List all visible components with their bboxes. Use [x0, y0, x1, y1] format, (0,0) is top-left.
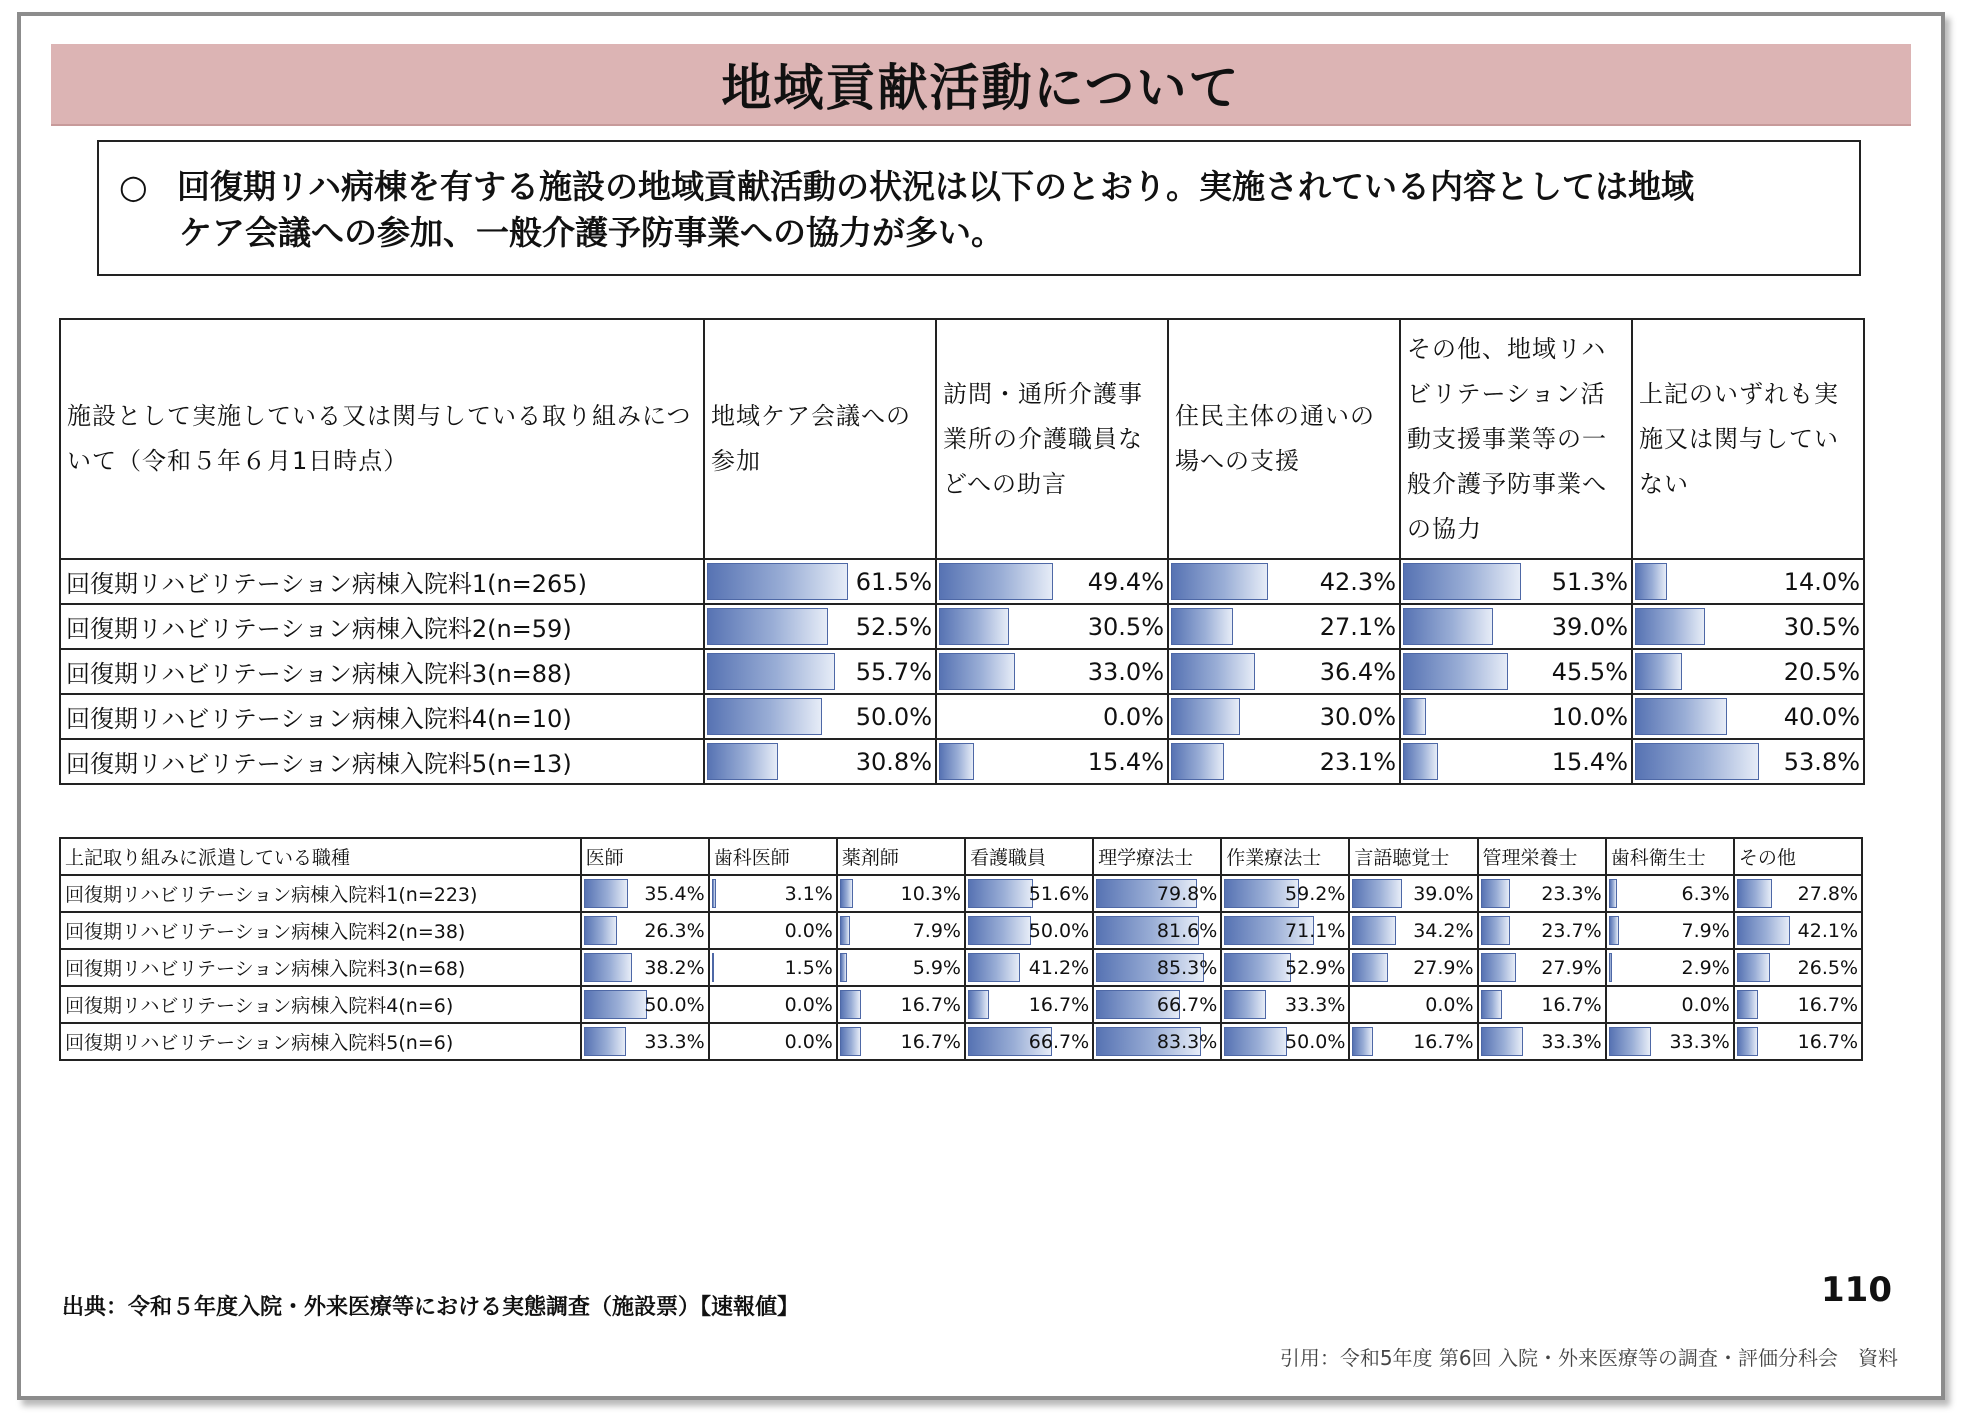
- value-cell: [1093, 1023, 1221, 1060]
- data-bar: [1635, 653, 1682, 690]
- header-cell: 地域ケア会議への参加: [704, 319, 936, 559]
- data-bar: [707, 608, 828, 645]
- data-bar: [1481, 990, 1502, 1019]
- data-bar: [939, 563, 1053, 600]
- percent-label: 85.3%: [1156, 956, 1218, 979]
- table-row: [60, 649, 1864, 694]
- data-bar: [1609, 1027, 1651, 1056]
- data-bar: [939, 608, 1009, 645]
- value-cell: [837, 875, 965, 912]
- data-bar: [1635, 698, 1727, 735]
- value-cell: [1400, 604, 1632, 649]
- header-cell: 施設として実施している又は関与している取り組みについて（令和５年６月1日時点）: [60, 319, 704, 559]
- percent-label: 16.7%: [1797, 1030, 1858, 1053]
- value-cell: [837, 986, 965, 1023]
- percent-label: 33.0%: [1087, 657, 1164, 686]
- row-label: 回復期リハビリテーション病棟入院料3(n=68): [60, 949, 581, 986]
- percent-label: 26.3%: [644, 919, 705, 942]
- data-bar: [1403, 563, 1521, 600]
- data-bar: [1224, 990, 1266, 1019]
- row-label: 回復期リハビリテーション病棟入院料5(n=13): [60, 739, 704, 784]
- percent-label: 23.7%: [1541, 919, 1602, 942]
- value-cell: [1093, 986, 1221, 1023]
- value-cell: [1221, 875, 1349, 912]
- data-bar: [840, 990, 861, 1019]
- value-cell: [1221, 986, 1349, 1023]
- citation-note: 引用：令和5年度 第6回 入院・外来医療等の調査・評価分科会 資料: [1279, 1346, 1898, 1370]
- value-cell: [1400, 694, 1632, 739]
- percent-label: 81.6%: [1156, 919, 1218, 942]
- table-row: [60, 912, 1862, 949]
- value-cell: [1349, 1023, 1477, 1060]
- value-cell: [1221, 912, 1349, 949]
- percent-label: 20.5%: [1783, 657, 1860, 686]
- summary-text-1: 回復期リハ病棟を有する施設の地域貢献活動の状況は以下のとおり。実施されている内容としては地域: [177, 167, 1695, 206]
- percent-label: 7.9%: [912, 919, 961, 942]
- percent-label: 16.7%: [900, 1030, 961, 1053]
- data-bar: [1352, 953, 1387, 982]
- percent-label: 36.4%: [1319, 657, 1396, 686]
- value-cell: [1478, 1023, 1606, 1060]
- row-label: 回復期リハビリテーション病棟入院料2(n=59): [60, 604, 704, 649]
- summary-box: [97, 140, 1861, 276]
- data-bar: [1481, 879, 1510, 908]
- data-bar: [1352, 916, 1395, 945]
- data-bar: [1609, 916, 1619, 945]
- percent-label: 39.0%: [1551, 612, 1628, 641]
- header-cell: 訪問・通所介護事業所の介護職員などへの助言: [936, 319, 1168, 559]
- row-label: 回復期リハビリテーション病棟入院料4(n=6): [60, 986, 581, 1023]
- data-bar: [1171, 563, 1268, 600]
- header-cell: 言語聴覚士: [1349, 838, 1477, 875]
- percent-label: 30.5%: [1783, 612, 1860, 641]
- value-cell: [1606, 949, 1734, 986]
- data-bar: [1609, 953, 1613, 982]
- table-row: [60, 875, 1862, 912]
- percent-label: 16.7%: [1413, 1030, 1474, 1053]
- percent-label: 50.0%: [644, 993, 705, 1016]
- percent-label: 0.0%: [1103, 702, 1164, 731]
- value-cell: [704, 604, 936, 649]
- percent-label: 27.1%: [1319, 612, 1396, 641]
- page-number: 110: [1821, 1270, 1892, 1310]
- value-cell: [709, 986, 837, 1023]
- data-bar: [840, 1027, 861, 1056]
- data-bar: [1171, 698, 1240, 735]
- value-cell: [704, 739, 936, 784]
- percent-label: 0.0%: [1425, 993, 1474, 1016]
- value-cell: [1400, 739, 1632, 784]
- percent-label: 41.2%: [1028, 956, 1090, 979]
- percent-label: 35.4%: [644, 882, 705, 905]
- value-cell: [1168, 649, 1400, 694]
- data-bar: [707, 563, 848, 600]
- value-cell: [1734, 949, 1862, 986]
- percent-label: 83.3%: [1156, 1030, 1218, 1053]
- value-cell: [1221, 1023, 1349, 1060]
- value-cell: [709, 949, 837, 986]
- value-cell: [1632, 739, 1864, 784]
- staff-table: [59, 837, 1863, 1061]
- data-bar: [1635, 563, 1667, 600]
- percent-label: 26.5%: [1797, 956, 1858, 979]
- percent-label: 66.7%: [1028, 1030, 1090, 1053]
- data-bar: [1171, 608, 1233, 645]
- percent-label: 0.0%: [1681, 993, 1730, 1016]
- value-cell: [704, 694, 936, 739]
- percent-label: 16.7%: [900, 993, 961, 1016]
- percent-label: 59.2%: [1285, 882, 1346, 905]
- percent-label: 1.5%: [784, 956, 833, 979]
- percent-label: 42.3%: [1319, 567, 1396, 596]
- data-bar: [707, 653, 835, 690]
- summary-text-2: ケア会議への参加、一般介護予防事業への協力が多い。: [179, 213, 1004, 252]
- data-bar: [840, 879, 853, 908]
- value-cell: [1168, 604, 1400, 649]
- value-cell: [581, 949, 709, 986]
- value-cell: [1734, 912, 1862, 949]
- percent-label: 16.7%: [1028, 993, 1090, 1016]
- percent-label: 0.0%: [784, 919, 833, 942]
- value-cell: [936, 559, 1168, 604]
- value-cell: [1168, 694, 1400, 739]
- value-cell: [1349, 949, 1477, 986]
- header-cell: 歯科医師: [709, 838, 837, 875]
- data-bar: [1171, 653, 1255, 690]
- value-cell: [1400, 649, 1632, 694]
- percent-label: 6.3%: [1681, 882, 1730, 905]
- value-cell: [1606, 875, 1734, 912]
- value-cell: [709, 875, 837, 912]
- value-cell: [704, 649, 936, 694]
- value-cell: [1632, 649, 1864, 694]
- value-cell: [1632, 604, 1864, 649]
- percent-label: 79.8%: [1156, 882, 1218, 905]
- header-cell: 看護職員: [965, 838, 1093, 875]
- percent-label: 27.9%: [1541, 956, 1602, 979]
- data-bar: [1609, 879, 1617, 908]
- percent-label: 0.0%: [784, 993, 833, 1016]
- source-note: 出典：令和５年度入院・外来医療等における実態調査（施設票）【速報値】: [62, 1295, 800, 1320]
- value-cell: [837, 949, 965, 986]
- data-bar: [968, 916, 1031, 945]
- percent-label: 0.0%: [784, 1030, 833, 1053]
- value-cell: [581, 1023, 709, 1060]
- header-cell: その他: [1734, 838, 1862, 875]
- value-cell: [581, 986, 709, 1023]
- percent-label: 34.2%: [1413, 919, 1474, 942]
- percent-label: 14.0%: [1783, 567, 1860, 596]
- percent-label: 15.4%: [1551, 747, 1628, 776]
- row-label: 回復期リハビリテーション病棟入院料2(n=38): [60, 912, 581, 949]
- data-bar: [1403, 653, 1508, 690]
- table-row: [60, 604, 1864, 649]
- table-row: [60, 986, 1862, 1023]
- percent-label: 45.5%: [1551, 657, 1628, 686]
- value-cell: [936, 604, 1168, 649]
- data-bar: [840, 916, 850, 945]
- data-bar: [1352, 1027, 1373, 1056]
- percent-label: 50.0%: [1028, 919, 1090, 942]
- percent-label: 50.0%: [855, 702, 932, 731]
- percent-label: 23.3%: [1541, 882, 1602, 905]
- percent-label: 27.9%: [1413, 956, 1474, 979]
- data-bar: [712, 953, 714, 982]
- percent-label: 16.7%: [1797, 993, 1858, 1016]
- value-cell: [1478, 949, 1606, 986]
- percent-label: 33.3%: [1285, 993, 1346, 1016]
- header-cell: 住民主体の通いの場への支援: [1168, 319, 1400, 559]
- data-bar: [1481, 1027, 1523, 1056]
- row-label: 回復期リハビリテーション病棟入院料4(n=10): [60, 694, 704, 739]
- percent-label: 5.9%: [912, 956, 961, 979]
- data-bar: [584, 916, 617, 945]
- value-cell: [1168, 739, 1400, 784]
- row-label: 回復期リハビリテーション病棟入院料1(n=265): [60, 559, 704, 604]
- header-cell: 医師: [581, 838, 709, 875]
- data-bar: [939, 653, 1015, 690]
- table-row: [60, 1023, 1862, 1060]
- value-cell: [1478, 875, 1606, 912]
- value-cell: [936, 739, 1168, 784]
- percent-label: 39.0%: [1413, 882, 1474, 905]
- percent-label: 38.2%: [644, 956, 705, 979]
- value-cell: [1734, 875, 1862, 912]
- row-label: 回復期リハビリテーション病棟入院料1(n=223): [60, 875, 581, 912]
- data-bar: [939, 743, 974, 780]
- value-cell: [1093, 912, 1221, 949]
- data-bar: [840, 953, 847, 982]
- row-label: 回復期リハビリテーション病棟入院料3(n=88): [60, 649, 704, 694]
- data-bar: [968, 879, 1033, 908]
- data-bar: [1403, 608, 1493, 645]
- data-bar: [1737, 953, 1770, 982]
- data-bar: [584, 990, 647, 1019]
- percent-label: 33.3%: [644, 1030, 705, 1053]
- row-label: 回復期リハビリテーション病棟入院料5(n=6): [60, 1023, 581, 1060]
- value-cell: [1221, 949, 1349, 986]
- data-bar: [1635, 608, 1705, 645]
- percent-label: 40.0%: [1783, 702, 1860, 731]
- header-cell: 上記取り組みに派遣している職種: [60, 838, 581, 875]
- percent-label: 61.5%: [855, 567, 932, 596]
- value-cell: [1093, 949, 1221, 986]
- percent-label: 30.8%: [855, 747, 932, 776]
- value-cell: [1606, 986, 1734, 1023]
- value-cell: [704, 559, 936, 604]
- value-cell: [1400, 559, 1632, 604]
- value-cell: [1478, 912, 1606, 949]
- header-cell: 作業療法士: [1221, 838, 1349, 875]
- data-bar: [1403, 698, 1426, 735]
- value-cell: [1478, 986, 1606, 1023]
- value-cell: [581, 875, 709, 912]
- table-header-row: [60, 838, 1862, 875]
- data-bar: [1403, 743, 1438, 780]
- value-cell: [1632, 559, 1864, 604]
- percent-label: 51.6%: [1028, 882, 1090, 905]
- value-cell: [1632, 694, 1864, 739]
- percent-label: 53.8%: [1783, 747, 1860, 776]
- percent-label: 30.5%: [1087, 612, 1164, 641]
- data-bar: [712, 879, 716, 908]
- value-cell: [1168, 559, 1400, 604]
- percent-label: 10.3%: [900, 882, 961, 905]
- data-bar: [1481, 953, 1516, 982]
- table-row: [60, 694, 1864, 739]
- value-cell: [1349, 986, 1477, 1023]
- percent-label: 55.7%: [855, 657, 932, 686]
- percent-label: 52.5%: [855, 612, 932, 641]
- data-bar: [1224, 1027, 1287, 1056]
- data-bar: [707, 743, 778, 780]
- percent-label: 15.4%: [1087, 747, 1164, 776]
- value-cell: [965, 875, 1093, 912]
- percent-label: 30.0%: [1319, 702, 1396, 731]
- value-cell: [1349, 912, 1477, 949]
- data-bar: [1737, 879, 1772, 908]
- value-cell: [1606, 912, 1734, 949]
- table-header-row: [60, 319, 1864, 559]
- percent-label: 49.4%: [1087, 567, 1164, 596]
- header-cell: 理学療法士: [1093, 838, 1221, 875]
- table-row: [60, 739, 1864, 784]
- percent-label: 50.0%: [1285, 1030, 1346, 1053]
- summary-line-1: [119, 164, 1839, 210]
- percent-label: 16.7%: [1541, 993, 1602, 1016]
- table-row: [60, 949, 1862, 986]
- data-bar: [968, 953, 1020, 982]
- value-cell: [709, 912, 837, 949]
- header-cell: 上記のいずれも実施又は関与していない: [1632, 319, 1864, 559]
- percent-label: 71.1%: [1285, 919, 1346, 942]
- data-bar: [1737, 990, 1758, 1019]
- data-bar: [584, 1027, 626, 1056]
- percent-label: 10.0%: [1551, 702, 1628, 731]
- value-cell: [965, 986, 1093, 1023]
- data-bar: [1352, 879, 1401, 908]
- value-cell: [965, 1023, 1093, 1060]
- percent-label: 51.3%: [1551, 567, 1628, 596]
- percent-label: 27.8%: [1797, 882, 1858, 905]
- page-title: 地域貢献活動について: [51, 44, 1911, 126]
- value-cell: [581, 912, 709, 949]
- activities-table: [59, 318, 1865, 785]
- table-row: [60, 559, 1864, 604]
- value-cell: [936, 694, 1168, 739]
- data-bar: [1635, 743, 1759, 780]
- value-cell: [1734, 986, 1862, 1023]
- data-bar: [1224, 953, 1291, 982]
- value-cell: [1093, 875, 1221, 912]
- data-bar: [584, 953, 632, 982]
- percent-label: 3.1%: [784, 882, 833, 905]
- data-bar: [707, 698, 822, 735]
- data-bar: [1737, 1027, 1758, 1056]
- header-cell: その他、地域リハビリテーション活動支援事業等の一般介護予防事業への協力: [1400, 319, 1632, 559]
- bullet-circle-icon: ○: [119, 167, 148, 206]
- percent-label: 2.9%: [1681, 956, 1730, 979]
- data-bar: [1481, 916, 1511, 945]
- value-cell: [1349, 875, 1477, 912]
- header-cell: 薬剤師: [837, 838, 965, 875]
- percent-label: 33.3%: [1541, 1030, 1602, 1053]
- data-bar: [1171, 743, 1224, 780]
- value-cell: [1734, 1023, 1862, 1060]
- data-bar: [968, 990, 989, 1019]
- header-cell: 管理栄養士: [1478, 838, 1606, 875]
- percent-label: 23.1%: [1319, 747, 1396, 776]
- percent-label: 66.7%: [1156, 993, 1218, 1016]
- header-cell: 歯科衛生士: [1606, 838, 1734, 875]
- value-cell: [936, 649, 1168, 694]
- percent-label: 42.1%: [1797, 919, 1858, 942]
- percent-label: 7.9%: [1681, 919, 1730, 942]
- value-cell: [1606, 1023, 1734, 1060]
- value-cell: [965, 912, 1093, 949]
- percent-label: 33.3%: [1669, 1030, 1730, 1053]
- value-cell: [837, 1023, 965, 1060]
- value-cell: [709, 1023, 837, 1060]
- value-cell: [965, 949, 1093, 986]
- value-cell: [837, 912, 965, 949]
- data-bar: [1737, 916, 1790, 945]
- data-bar: [584, 879, 629, 908]
- percent-label: 52.9%: [1285, 956, 1346, 979]
